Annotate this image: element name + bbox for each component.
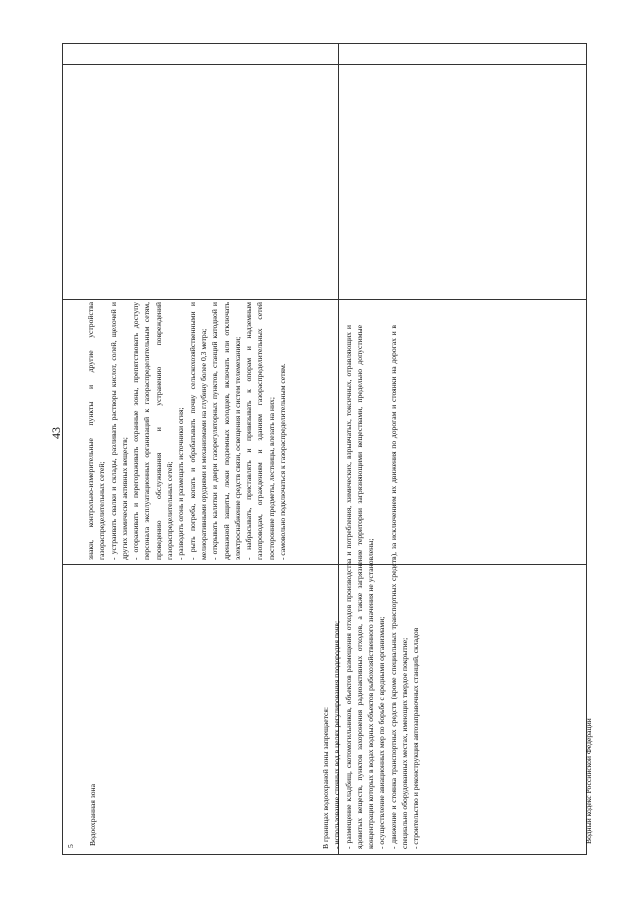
continuation-restrictions-cell: [85, 300, 317, 562]
continuation-line: - самовольно подключаться к газораспределительным сетям.: [278, 363, 288, 560]
zone-restrictions-cell: [320, 322, 582, 852]
table-divider-number-col: [63, 64, 586, 65]
continuation-line: - набрасывать, приставлять и привязывать к опорам и надземным газопроводам, ограждениям и зданиям газораспределительных сетей посторонние предметы, лестницы, влезать на них;: [244, 302, 276, 560]
continuation-line: - устраивать свалки и склады, разливать растворы кислот, солей, щелочей и других химически активных веществ;: [108, 302, 129, 560]
continuation-line: знаки, контрольно-измерительные пункты и другие устройства газораспределительных сетей;: [86, 302, 107, 560]
row-number: 5: [66, 844, 75, 848]
restriction-line: - строительство и реконструкция автозаправочных станций, складов: [411, 627, 421, 849]
legal-basis: Водный кодекс Российской Федерации: [584, 718, 593, 844]
page-number: 43: [49, 427, 63, 439]
continuation-line: - разводить огонь и размещать источники огня;: [176, 407, 186, 560]
continuation-line: - открывать калитки и двери газорегуляторных пунктов, станций катодной и дренажной защиты, люки подземных колодцев, включать или отключать электроснабжение средств связи, освещения и систем телемеханики;: [210, 302, 242, 560]
continuation-line: - огораживать и перегораживать охранные зоны, препятствовать доступу персонала эксплуатационных организаций к газораспределительным сетям, проведению обслуживания и устранению повреждений газораспределительных сетей;: [131, 302, 175, 560]
restriction-line: - движение и стоянка транспортных средств (кроме специальных транспортных средств), за исключением их движения по дорогам и стоянки на дорогах и в специально оборудованных местах, имеющих твердое покрытие;: [388, 325, 410, 849]
restrictions-table: [62, 43, 593, 855]
zone-name: Водоохранная зона: [88, 784, 97, 846]
restriction-line: В границах водоохраной зоны запрещается:: [321, 707, 330, 849]
continuation-line: - рыть погреба, копать и обрабатывать почву сельскохозяйственными и мелиоративными орудиями и механизмами на глубину более 0,3 метра;: [187, 302, 208, 560]
restriction-line: - размещение кладбищ, скотомогильников, объектов размещения отходов производства и потребления, химических, взрывчатых, токсичных, отравляющих и ядовитых веществ, пунктов захоронения радиоактивных отходов, а также загрязнение территории загрязняющими веществами, предельно допустимые концентрации которых в водах водных объектов рыбохозяйственного значения не установлены;: [343, 325, 376, 849]
restriction-line: - осуществление авиационных мер по борьбе с вредными организмами;: [377, 616, 387, 849]
restriction-line: - использование сточных вод в целях регулирования плодородия почв;: [332, 620, 342, 849]
